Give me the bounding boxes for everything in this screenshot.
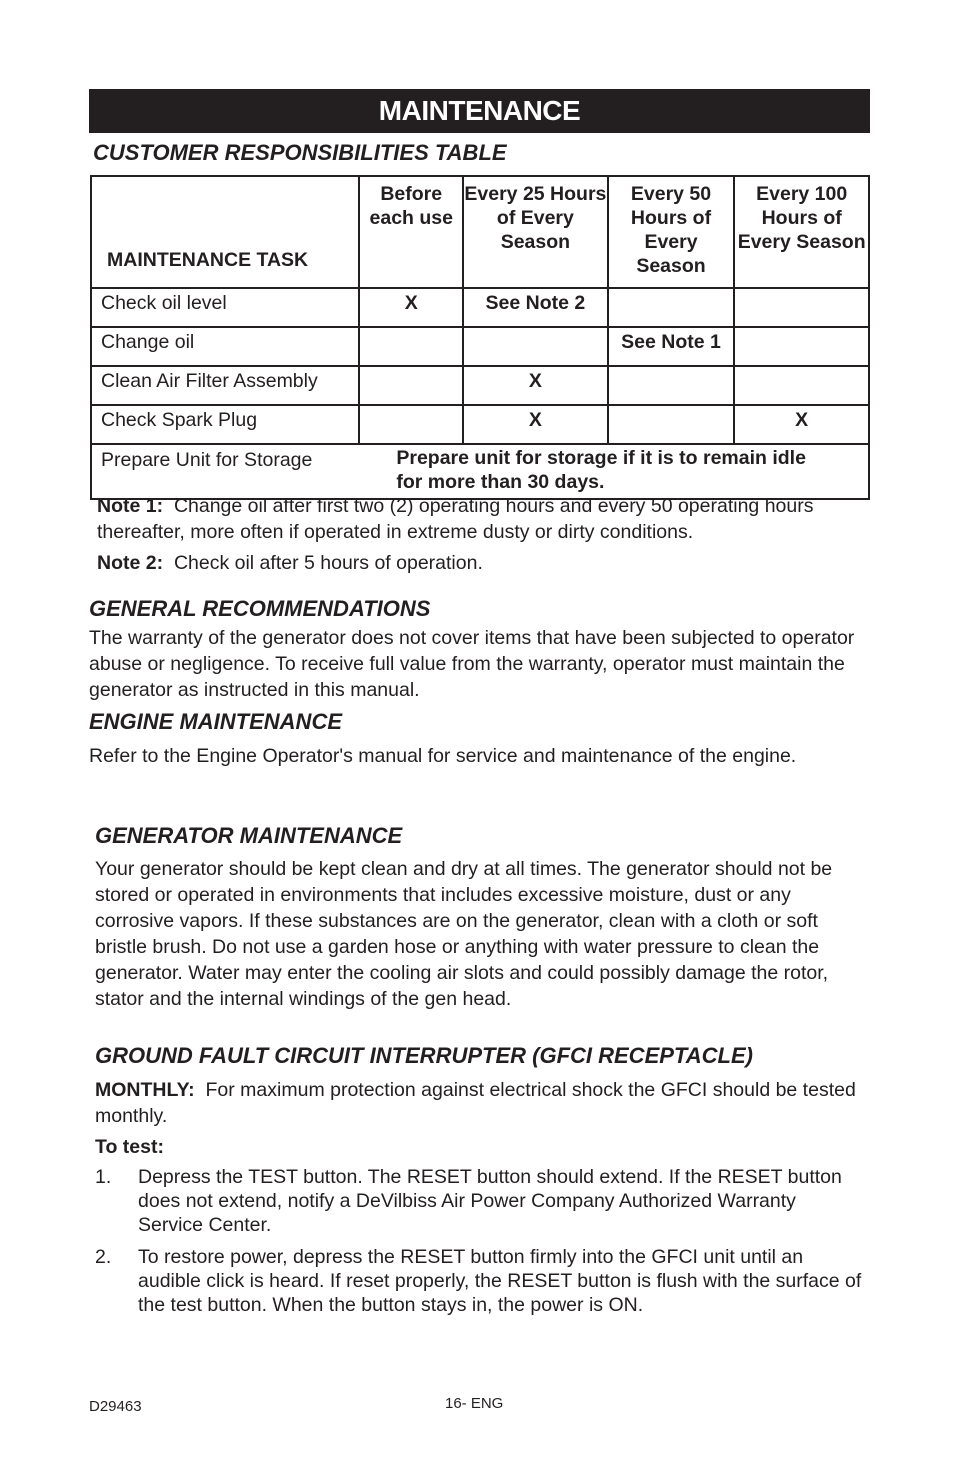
table-cell: X <box>359 288 463 327</box>
page-title-banner <box>89 89 870 133</box>
table-header-row <box>91 176 869 288</box>
monthly-text: For maximum protection against electrical shock the GFCI should be tested monthly. <box>95 1079 856 1127</box>
document-number: D29463 <box>89 1398 142 1415</box>
table-cell: See Note 1 <box>608 327 735 366</box>
table-cell <box>463 327 608 366</box>
engine-maintenance-heading: ENGINE MAINTENANCE <box>89 709 343 734</box>
table-cell <box>608 288 735 327</box>
page-number: 16- ENG <box>445 1395 504 1412</box>
step-text: Depress the TEST button. The RESET button should extend. If the RESET button does not extend, notify a DeVilbiss Air Power Company Authorized Warranty Service Center. <box>138 1166 842 1236</box>
task-cell: Check Spark Plug <box>91 405 359 444</box>
table-cell <box>734 366 869 405</box>
table-cell: See Note 2 <box>463 288 608 327</box>
general-recommendations-text: The warranty of the generator does not cover items that have been subjected to operator abuse or negligence. To receive full value from the warranty, operator must maintain the generator as instructed in this manual. <box>89 627 855 701</box>
note-2 <box>97 550 857 576</box>
engine-maintenance-text: Refer to the Engine Operator's manual for service and maintenance of the engine. <box>89 745 797 767</box>
table-cell <box>359 405 463 444</box>
task-cell: Clean Air Filter Assembly <box>91 366 359 405</box>
to-test-label: To test: <box>95 1136 164 1158</box>
table-row <box>91 288 869 327</box>
table-row <box>91 405 869 444</box>
table-cell <box>608 405 735 444</box>
table-cell <box>734 327 869 366</box>
table-cell <box>734 288 869 327</box>
task-cell: Change oil <box>91 327 359 366</box>
generator-maintenance-text: Your generator should be kept clean and dry at all times. The generator should not be stored or operated in environments that includes excessive moisture, dust or any corrosive vapors. If these substances are on the generator, clean with a cloth or soft bristle brush. Do not use a garden hose or anything with water pressure to clean the generator. Water may enter the cooling air slots and could possibly damage the rotor, stator and the internal windings of the gen head. <box>95 858 833 1010</box>
table-row <box>91 366 869 405</box>
gfci-monthly-text <box>95 1077 865 1129</box>
column-header: Every 100 Hours of Every Season <box>734 176 869 288</box>
task-cell: Check oil level <box>91 288 359 327</box>
note-1 <box>97 493 857 545</box>
table-cell <box>359 366 463 405</box>
note-label: Note 1: <box>97 495 164 517</box>
table-row <box>91 327 869 366</box>
table-cell: X <box>463 405 608 444</box>
general-recommendations-heading: GENERAL RECOMMENDATIONS <box>89 596 431 621</box>
table-row-storage <box>91 444 869 499</box>
note-text: Change oil after first two (2) operating hours and every 50 operating hours thereafter, more often if operated in extreme dusty or dirty conditions. <box>97 495 814 543</box>
note-label: Note 2: <box>97 552 164 574</box>
gfci-heading: GROUND FAULT CIRCUIT INTERRUPTER (GFCI RECEPTACLE) <box>95 1043 753 1068</box>
test-steps-list <box>95 1165 865 1325</box>
table-cell: X <box>734 405 869 444</box>
column-header: Every 25 Hours of Every Season <box>463 176 608 288</box>
generator-maintenance-heading: GENERATOR MAINTENANCE <box>95 823 403 848</box>
storage-instruction: Prepare unit for storage if it is to remain idle for more than 30 days. <box>359 444 869 499</box>
column-header: MAINTENANCE TASK <box>91 176 359 288</box>
column-header: Every 50 Hours of Every Season <box>608 176 735 288</box>
table-cell: X <box>463 366 608 405</box>
table-cell <box>608 366 735 405</box>
monthly-label: MONTHLY: <box>95 1079 195 1101</box>
step-text: To restore power, depress the RESET button firmly into the GFCI unit until an audible click is heard. If reset properly, the RESET button is flush with the surface of the test button. When the button stays in, the power is ON. <box>138 1246 862 1316</box>
list-item <box>95 1245 865 1317</box>
step-number: 1. <box>95 1166 112 1188</box>
table-cell <box>359 327 463 366</box>
table-section-title: CUSTOMER RESPONSIBILITIES TABLE <box>93 140 507 165</box>
note-text: Check oil after 5 hours of operation. <box>173 552 483 574</box>
responsibilities-table <box>90 175 870 500</box>
page-title: MAINTENANCE <box>378 95 581 126</box>
column-header: Before each use <box>359 176 463 288</box>
list-item <box>95 1165 865 1237</box>
step-number: 2. <box>95 1246 112 1268</box>
task-cell: Prepare Unit for Storage <box>91 444 359 499</box>
